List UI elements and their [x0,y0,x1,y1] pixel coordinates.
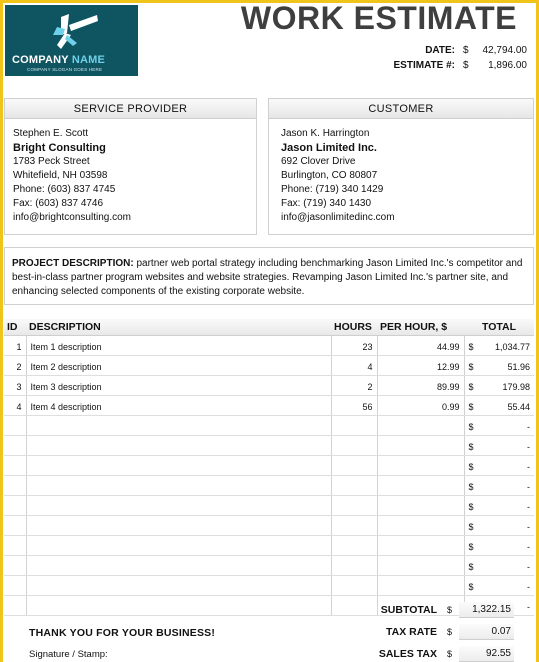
row-rate[interactable] [377,475,464,495]
row-id[interactable]: 3 [4,375,26,395]
row-description[interactable] [26,495,331,515]
row-hours[interactable] [331,435,377,455]
estimate-number-currency: $ [463,60,469,71]
table-row [4,535,534,555]
row-hours[interactable] [331,415,377,435]
row-description[interactable] [26,415,331,435]
customer-box [268,98,534,235]
customer-name[interactable]: Jason K. Harrington [281,128,370,139]
row-rate[interactable] [377,575,464,595]
row-hours[interactable] [331,555,377,575]
provider-email[interactable]: info@brightconsulting.com [13,212,131,223]
signature-label: Signature / Stamp: [29,649,108,660]
row-total-currency: $ [468,341,474,352]
sales-tax-row [332,644,532,662]
provider-phone[interactable]: Phone: (603) 837 4745 [13,184,116,195]
col-header-per-hour: PER HOUR, $ [377,319,464,335]
row-hours[interactable]: 2 [331,375,377,395]
row-id[interactable] [4,415,26,435]
table-row [4,575,534,595]
customer-street[interactable]: 692 Clover Drive [281,156,356,167]
subtotal-row [332,600,532,620]
row-rate[interactable]: 0.99 [377,395,464,415]
row-total-value: - [527,581,530,592]
row-total-currency: $ [468,561,474,572]
row-total-value: - [527,441,530,452]
estimate-number-label: ESTIMATE #: [393,60,455,71]
row-total [464,355,534,375]
project-description-text[interactable]: partner web portal strategy including benchmarking Jason Limited Inc.'s competitor and best-in-class partner program websites and website strategies. Revamping Jason Limited Inc.'s partner site, and enhancing selected components of the existing corporate website. [12,258,523,297]
table-row [4,435,534,455]
estimate-number-value[interactable]: 1,896.00 [488,60,527,71]
row-id[interactable] [4,555,26,575]
table-row [4,455,534,475]
row-total-value: - [527,501,530,512]
table-row [4,395,534,415]
provider-company[interactable]: Bright Consulting [13,142,106,154]
sales-tax-currency: $ [447,649,453,659]
row-total-value: 179.98 [502,381,530,392]
customer-email[interactable]: info@jasonlimitedinc.com [281,212,395,223]
customer-company[interactable]: Jason Limited Inc. [281,142,377,154]
row-total-currency: $ [468,441,474,452]
table-row [4,515,534,535]
provider-fax[interactable]: Fax: (603) 837 4746 [13,198,104,209]
sales-tax-label: SALES TAX [378,648,437,660]
logo-mark-icon [5,5,138,55]
row-total-value: - [527,541,530,552]
service-provider-box [4,98,257,235]
row-total-currency: $ [468,421,474,432]
row-total [464,335,534,355]
row-total-currency: $ [468,461,474,472]
col-header-description: DESCRIPTION [26,319,331,335]
subtotal-currency: $ [447,605,453,615]
row-description[interactable]: Item 4 description [26,395,331,415]
row-total-currency: $ [468,481,474,492]
customer-header: CUSTOMER [269,99,533,119]
row-description[interactable]: Item 2 description [26,355,331,375]
row-total [464,555,534,575]
row-total [464,395,534,415]
row-total [464,415,534,435]
document-title: WORK ESTIMATE [240,0,517,36]
row-total-value: - [527,481,530,492]
row-description[interactable]: Item 1 description [26,335,331,355]
row-id[interactable]: 4 [4,395,26,415]
col-header-hours: HOURS [331,319,377,335]
row-total [464,575,534,595]
service-provider-header: SERVICE PROVIDER [5,99,256,119]
date-currency: $ [463,45,469,56]
table-row [4,375,534,395]
estimate-meta [393,43,527,73]
row-hours[interactable] [331,455,377,475]
row-total [464,375,534,395]
row-hours[interactable]: 56 [331,395,377,415]
row-rate[interactable] [377,535,464,555]
row-total [464,515,534,535]
row-total [464,495,534,515]
row-id[interactable] [4,515,26,535]
table-row [4,355,534,375]
sales-tax-value: 92.55 [459,646,514,662]
thank-you-message: THANK YOU FOR YOUR BUSINESS! [29,627,216,639]
date-value[interactable]: 42,794.00 [482,45,527,56]
project-description-label: PROJECT DESCRIPTION: [12,258,134,269]
row-rate[interactable]: 44.99 [377,335,464,355]
items-table [4,319,534,616]
row-id[interactable] [4,455,26,475]
row-total-value: - [527,521,530,532]
table-row [4,495,534,515]
row-total-value: - [527,601,530,612]
row-total [464,535,534,555]
subtotal-value: 1,322.15 [459,602,514,618]
row-description[interactable] [26,455,331,475]
row-total [464,435,534,455]
row-total-currency: $ [468,401,474,412]
row-total-currency: $ [468,361,474,372]
row-rate[interactable] [377,415,464,435]
row-id[interactable] [4,535,26,555]
customer-fax[interactable]: Fax: (719) 340 1430 [281,198,372,209]
tax-rate-row [332,622,532,642]
row-rate[interactable]: 89.99 [377,375,464,395]
estimate-footer [4,599,534,662]
table-row [4,555,534,575]
row-id[interactable] [4,495,26,515]
row-hours[interactable] [331,575,377,595]
row-total-currency: $ [468,501,474,512]
col-header-total: TOTAL [464,319,534,335]
col-header-id: ID [4,319,26,335]
row-rate[interactable] [377,495,464,515]
row-description[interactable]: Item 3 description [26,375,331,395]
row-total-value: 51.96 [507,361,530,372]
tax-rate-currency: $ [447,627,453,637]
row-hours[interactable]: 23 [331,335,377,355]
row-total [464,455,534,475]
row-total-value: 55.44 [507,401,530,412]
row-hours[interactable]: 4 [331,355,377,375]
row-id[interactable] [4,575,26,595]
row-rate[interactable] [377,435,464,455]
row-total-value: - [527,461,530,472]
table-row [4,415,534,435]
date-label: DATE: [425,45,455,56]
row-hours[interactable] [331,495,377,515]
row-total-currency: $ [468,541,474,552]
row-rate[interactable]: 12.99 [377,355,464,375]
tax-rate-label: TAX RATE [386,626,437,638]
row-id[interactable] [4,435,26,455]
row-hours[interactable] [331,475,377,495]
row-id[interactable]: 2 [4,355,26,375]
row-id[interactable]: 1 [4,335,26,355]
logo-company-name: COMPANY NAME [12,54,106,66]
row-total-value: - [527,561,530,572]
row-rate[interactable] [377,455,464,475]
row-description[interactable] [26,575,331,595]
row-total-currency: $ [468,521,474,532]
customer-city[interactable]: Burlington, CO 80807 [281,170,378,181]
provider-city[interactable]: Whitefield, NH 03598 [13,170,108,181]
row-description[interactable] [26,515,331,535]
row-description[interactable] [26,555,331,575]
row-description[interactable] [26,535,331,555]
row-description[interactable] [26,435,331,455]
project-description[interactable] [4,247,534,305]
row-total-value: - [527,421,530,432]
row-total-value: 1,034.77 [494,341,530,352]
row-total-currency: $ [468,581,474,592]
row-total [464,475,534,495]
subtotal-label: SUBTOTAL [380,604,437,616]
provider-street[interactable]: 1783 Peck Street [13,156,90,167]
provider-name[interactable]: Stephen E. Scott [13,128,89,139]
row-hours[interactable] [331,535,377,555]
row-total-currency: $ [468,381,474,392]
company-logo [5,5,138,76]
row-id[interactable] [4,475,26,495]
row-description[interactable] [26,475,331,495]
row-rate[interactable] [377,555,464,575]
customer-phone[interactable]: Phone: (719) 340 1429 [281,184,384,195]
table-row [4,475,534,495]
row-hours[interactable] [331,515,377,535]
table-row [4,335,534,355]
items-table-header [4,319,534,335]
logo-slogan: COMPANY SLOGAN GOES HERE [27,67,103,72]
tax-rate-value[interactable]: 0.07 [459,624,514,640]
row-rate[interactable] [377,515,464,535]
